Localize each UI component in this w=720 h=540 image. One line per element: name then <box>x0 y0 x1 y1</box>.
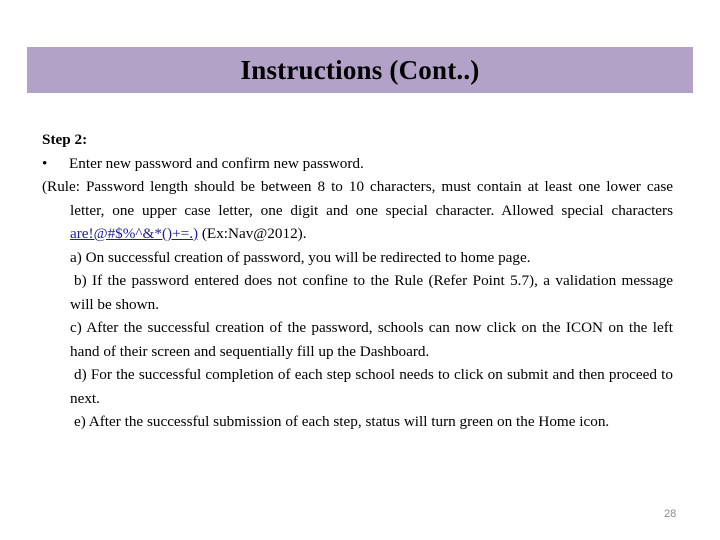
bullet-text: Enter new password and confirm new password. <box>69 154 364 172</box>
allowed-characters: are!@#$%^&*()+=.) <box>70 225 199 242</box>
password-rule <box>42 175 673 246</box>
item-e: e) After the successful submission of each step, status will turn green on the Home icon. <box>74 413 610 430</box>
page-number: 28 <box>664 508 677 520</box>
rule-text-before: (Rule: Password length should be between 8 to 10 characters, must contain at least one lower case letter, one upper case letter, one digit and one special character. Allowed special characters <box>42 178 673 219</box>
item-a: a) On successful creation of password, you will be redirected to home page. <box>70 248 531 266</box>
step-label: Step 2: <box>42 131 88 148</box>
item-d: d) For the successful completion of each step school needs to click on submit and then proceed to next. <box>70 366 673 407</box>
item-b: b) If the password entered does not confine to the Rule (Refer Point 5.7), a validation message will be shown. <box>70 272 673 313</box>
bullet-icon: • <box>42 154 48 172</box>
rule-text-after: (Ex:Nav@2012). <box>198 225 307 242</box>
slide-title: Instructions (Cont..) <box>240 54 480 85</box>
item-c: c) After the successful creation of the password, schools can now click on the ICON on the left hand of their screen and sequentially fill up the Dashboard. <box>70 319 673 360</box>
bullet-item <box>42 152 673 176</box>
instructions-body <box>42 128 673 434</box>
title-bar <box>27 47 693 93</box>
